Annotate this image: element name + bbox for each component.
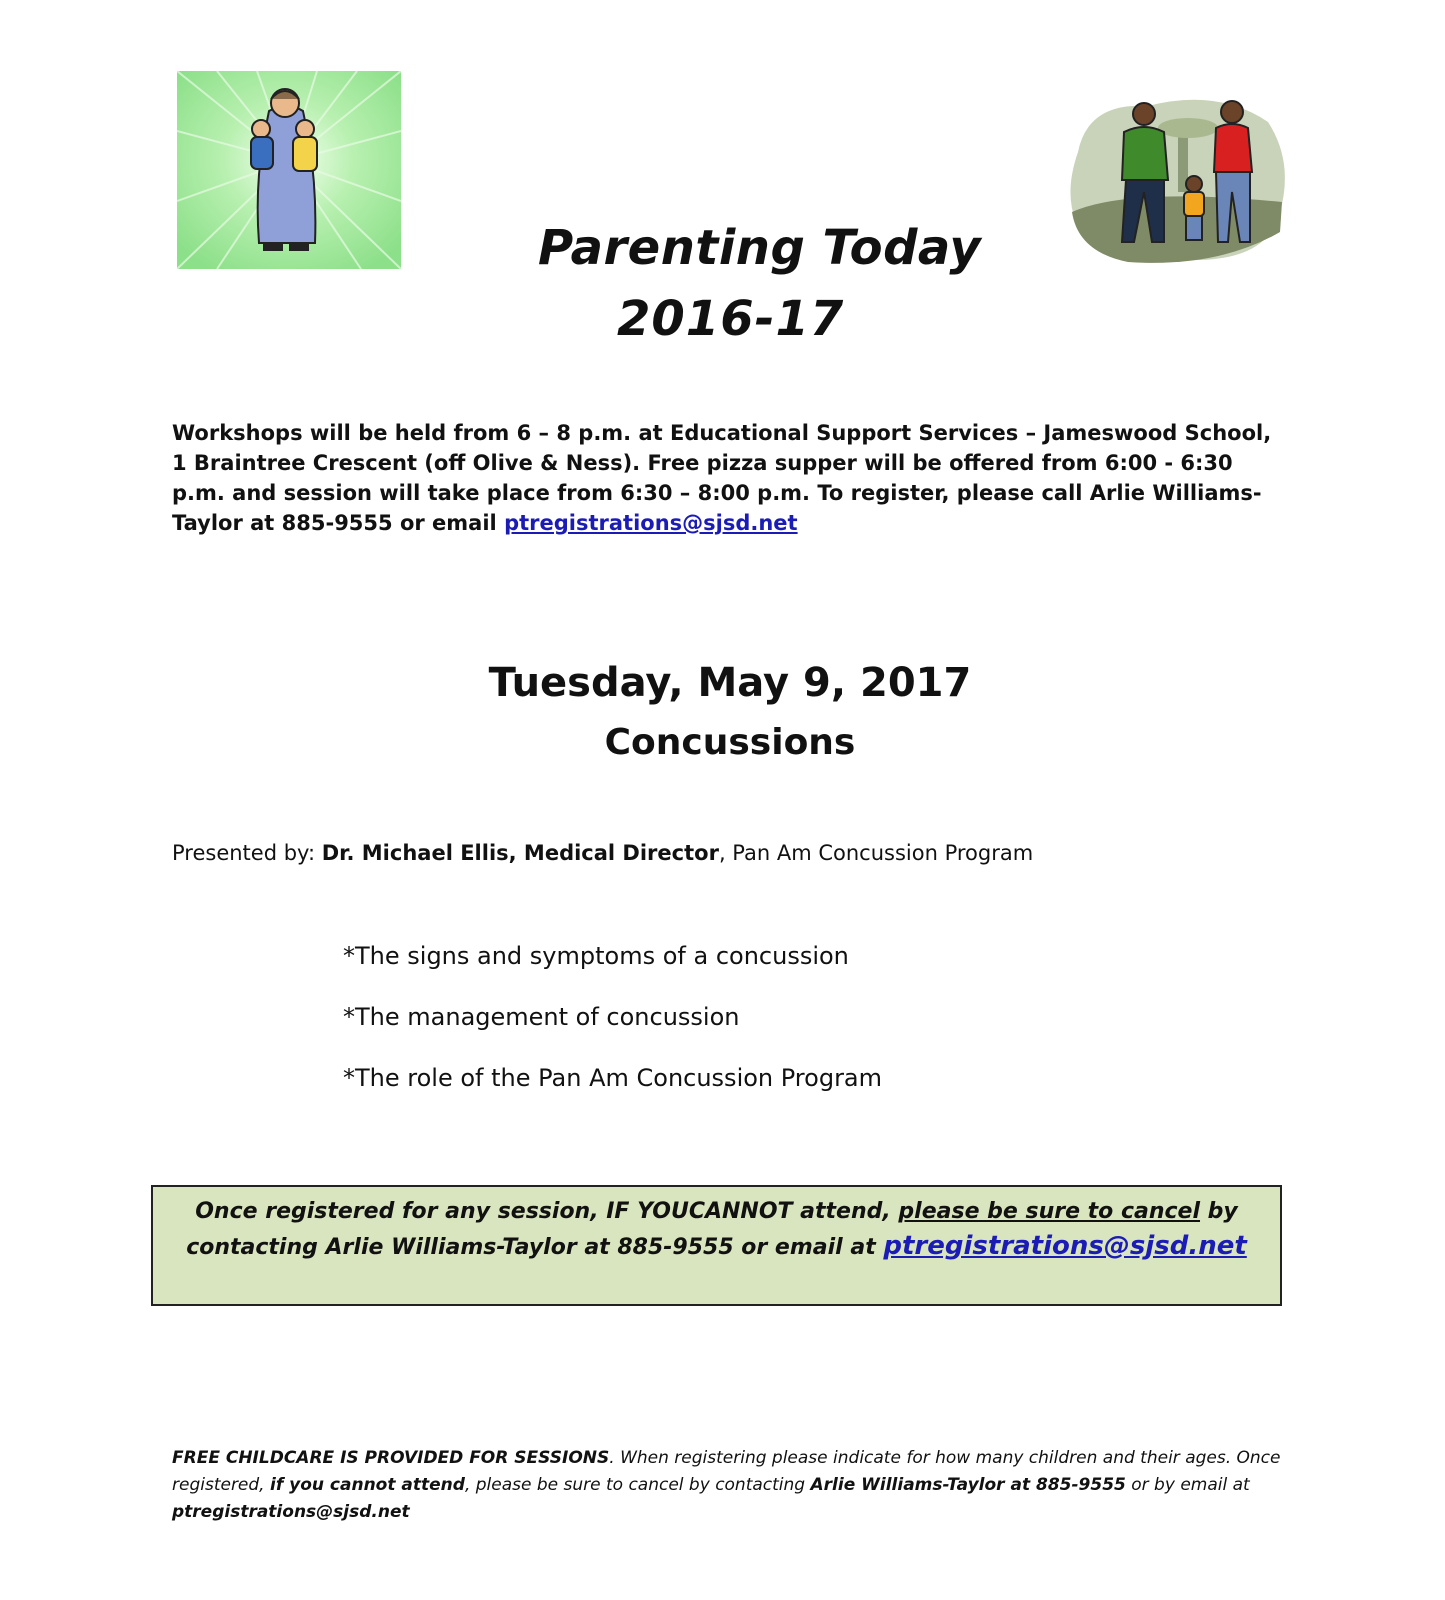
footer-contact: Arlie Williams-Taylor at 885-9555 [810, 1475, 1126, 1495]
mother-children-clipart [177, 71, 401, 269]
topic-bullet: *The role of the Pan Am Concussion Program [343, 1064, 883, 1092]
footer-text: , please be sure to cancel by contacting [464, 1475, 811, 1495]
workshop-intro [172, 418, 1292, 538]
cancellation-notice-box [151, 1185, 1282, 1306]
topic-bullet: *The signs and symptoms of a concussion [343, 942, 849, 970]
flyer-title: Parenting Today [538, 220, 982, 276]
flyer-year: 2016-17 [617, 291, 845, 347]
notice-cancel-emphasis: please be sure to cancel [898, 1199, 1201, 1224]
event-date: Tuesday, May 9, 2017 [488, 660, 972, 706]
topic-bullet: *The management of concussion [343, 1003, 740, 1031]
mother-children-illustration [177, 71, 401, 269]
notice-text-2: by contacting Arlie Williams-Taylor at 885-9555 or email at [186, 1199, 1238, 1260]
event-topic: Concussions [604, 722, 856, 763]
presenter-org: , Pan Am Concussion Program [718, 841, 1034, 865]
family-walking-clipart [1068, 92, 1286, 270]
footer-email: ptregistrations@sjsd.net [172, 1502, 410, 1522]
footer-emphasis: if you cannot attend [270, 1475, 465, 1495]
footer-text: or by email at [1125, 1475, 1250, 1495]
footer-childcare-heading: FREE CHILDCARE IS PROVIDED FOR SESSIONS [172, 1448, 610, 1468]
footer-text: . When registering please indicate for how many children and their ages. Once registered, [172, 1448, 1281, 1495]
presenter-prefix: Presented by: [172, 841, 322, 865]
notice-text-1: Once registered for any session, IF YOUCANNOT attend, [195, 1199, 899, 1224]
intro-email-link[interactable]: ptregistrations@sjsd.net [504, 511, 798, 535]
notice-email-link[interactable]: ptregistrations@sjsd.net [883, 1231, 1247, 1261]
childcare-footer [172, 1445, 1282, 1526]
family-walking-illustration [1068, 92, 1286, 270]
presenter-line [172, 841, 1033, 865]
intro-text: Workshops will be held from 6 – 8 p.m. at Educational Support Services – Jameswood School, 1 Braintree Crescent (off Olive & Ness). Free pizza supper will be offered from 6:00 - 6:30 p.m. and session will take place from 6:30 – 8:00 p.m. To register, please call Arlie Williams-Taylor at 885-9555 or email [172, 421, 1272, 535]
presenter-name: Dr. Michael Ellis, Medical Director [321, 841, 719, 865]
